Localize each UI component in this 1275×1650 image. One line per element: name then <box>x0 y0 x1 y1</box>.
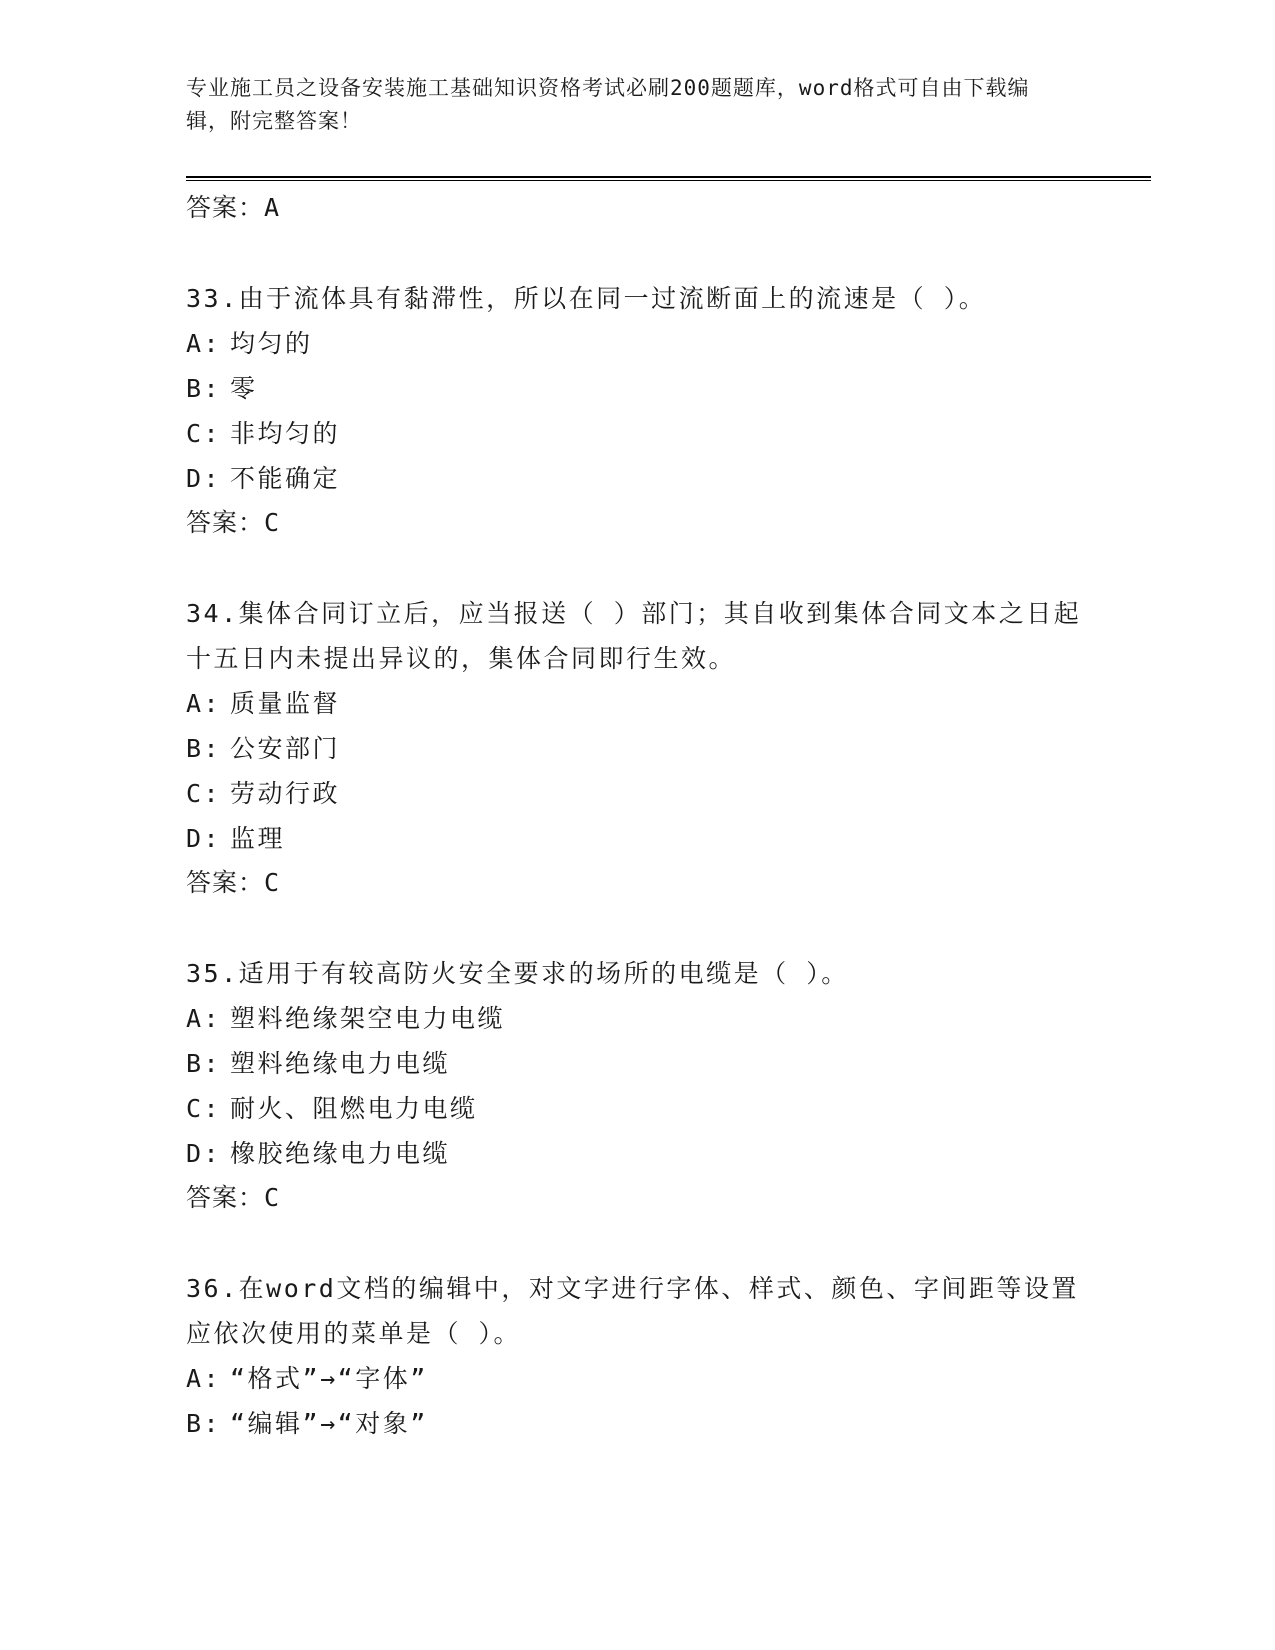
question-block <box>186 591 1086 905</box>
answer-label: 答案： <box>186 508 265 537</box>
answer-label: 答案： <box>186 868 265 897</box>
option-letter: B: <box>186 734 222 763</box>
option-text: 耐火、阻燃电力电缆 <box>230 1094 478 1123</box>
question-text: 36.在word文档的编辑中，对文字进行字体、样式、颜色、字间距等设置应依次使用的菜单是（ ）。 <box>186 1274 1079 1348</box>
option-b <box>186 1041 1086 1086</box>
answer-line <box>186 186 1086 230</box>
answer-label: 答案： <box>186 193 265 222</box>
option-text: “格式”→“字体” <box>230 1364 428 1393</box>
option-letter: D: <box>186 464 222 493</box>
answer-value: A <box>264 193 281 222</box>
option-letter: A: <box>186 1364 222 1393</box>
option-text: 劳动行政 <box>230 779 341 808</box>
question-block <box>186 276 1086 545</box>
option-a <box>186 1356 1086 1401</box>
question-text: 34.集体合同订立后，应当报送（ ）部门；其自收到集体合同文本之日起十五日内未提出异议的，集体合同即行生效。 <box>186 599 1082 673</box>
option-d <box>186 816 1086 861</box>
option-text: 非均匀的 <box>230 419 341 448</box>
option-letter: B: <box>186 1409 222 1438</box>
option-text: 橡胶绝缘电力电缆 <box>230 1139 451 1168</box>
option-text: 塑料绝缘电力电缆 <box>230 1049 451 1078</box>
option-text: 监理 <box>230 824 286 853</box>
answer-line <box>186 501 1086 545</box>
spacer <box>186 905 1086 951</box>
option-c <box>186 771 1086 816</box>
answer-value: C <box>264 868 281 897</box>
option-c <box>186 411 1086 456</box>
option-letter: D: <box>186 1139 222 1168</box>
option-text: 质量监督 <box>230 689 341 718</box>
answer-line <box>186 861 1086 905</box>
option-text: 塑料绝缘架空电力电缆 <box>230 1004 506 1033</box>
question-text: 35.适用于有较高防火安全要求的场所的电缆是（ ）。 <box>186 959 849 988</box>
option-letter: A: <box>186 689 222 718</box>
option-letter: B: <box>186 374 222 403</box>
option-a <box>186 321 1086 366</box>
option-letter: D: <box>186 824 222 853</box>
option-a <box>186 996 1086 1041</box>
option-text: 零 <box>230 374 258 403</box>
option-text: 不能确定 <box>230 464 341 493</box>
answer-value: C <box>264 1183 281 1212</box>
header-rule <box>186 176 1151 181</box>
page-header: 专业施工员之设备安装施工基础知识资格考试必刷200题题库，word格式可自由下载编辑，附完整答案！ <box>186 76 1030 133</box>
option-letter: C: <box>186 1094 222 1123</box>
option-text: 均匀的 <box>230 329 313 358</box>
answer-value: C <box>264 508 281 537</box>
option-d <box>186 456 1086 501</box>
document-body <box>186 186 1086 1446</box>
option-b <box>186 726 1086 771</box>
option-letter: A: <box>186 1004 222 1033</box>
option-letter: C: <box>186 779 222 808</box>
spacer <box>186 1220 1086 1266</box>
option-letter: A: <box>186 329 222 358</box>
option-d <box>186 1131 1086 1176</box>
answer-line <box>186 1176 1086 1220</box>
answer-label: 答案： <box>186 1183 265 1212</box>
spacer <box>186 545 1086 591</box>
option-text: 公安部门 <box>230 734 341 763</box>
question-block <box>186 1266 1086 1446</box>
option-text: “编辑”→“对象” <box>230 1409 428 1438</box>
option-b <box>186 1401 1086 1446</box>
option-a <box>186 681 1086 726</box>
question-text: 33.由于流体具有黏滞性，所以在同一过流断面上的流速是（ ）。 <box>186 284 987 313</box>
option-b <box>186 366 1086 411</box>
option-c <box>186 1086 1086 1131</box>
spacer <box>186 230 1086 276</box>
option-letter: C: <box>186 419 222 448</box>
question-block <box>186 951 1086 1220</box>
option-letter: B: <box>186 1049 222 1078</box>
